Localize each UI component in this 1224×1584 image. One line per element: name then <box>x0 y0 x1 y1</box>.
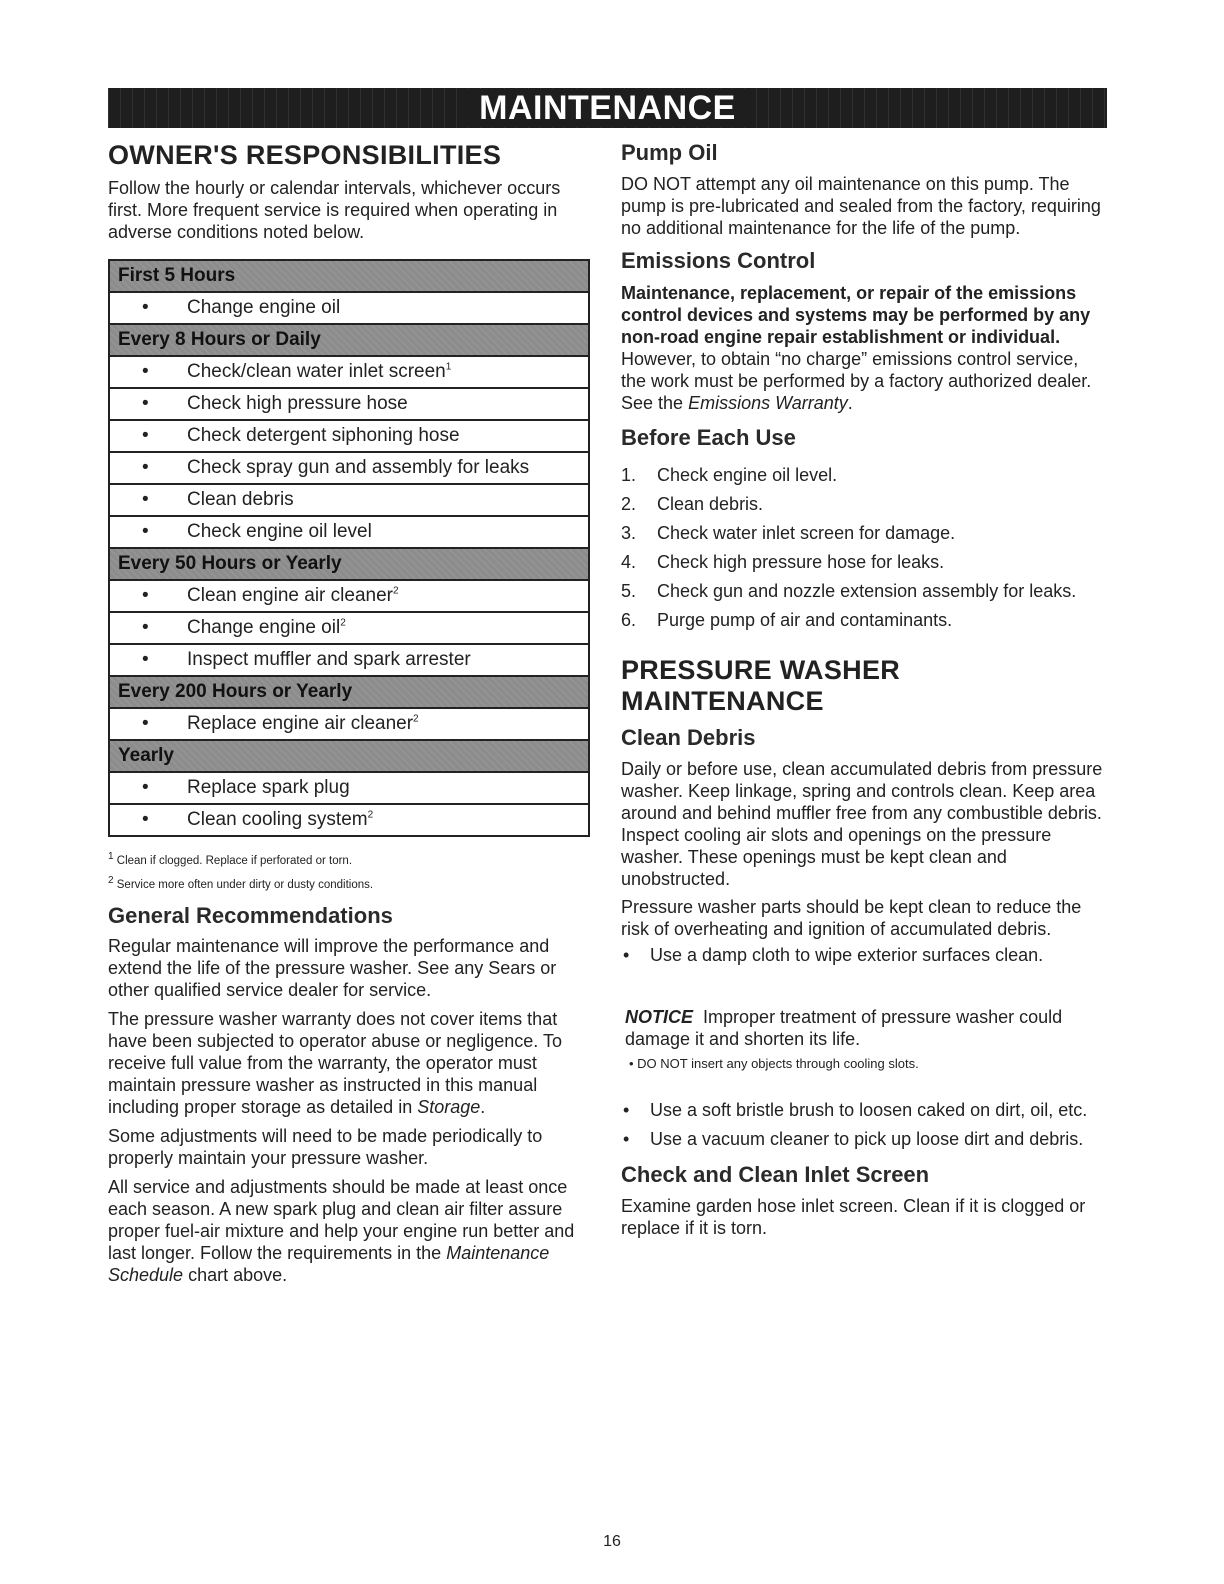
cleaning-bullets <box>621 1099 1107 1150</box>
schedule-row <box>109 388 589 420</box>
schedule-header-row <box>109 548 589 580</box>
schedule-header-row <box>109 740 589 772</box>
schedule-row <box>109 644 589 676</box>
clean-debris-p1: Daily or before use, clean accumulated debris from pressure washer. Keep linkage, spring and controls clean. Keep area around and behind muffler free from any combustible debris. Inspect cooling air slots and openings on the pressure washer. These openings must be kept clean and unobstructed. <box>621 759 1103 889</box>
notice-label: NOTICE <box>625 1007 694 1027</box>
schedule-row <box>109 356 589 388</box>
list-item: 6. Purge pump of air and contaminants. <box>621 610 953 630</box>
notice-bullet: • DO NOT insert any objects through cooling slots. <box>629 1056 919 1071</box>
owners-title: OWNER'S RESPONSIBILITIES <box>108 140 502 170</box>
owners-intro: Follow the hourly or calendar intervals, whichever occurs first. More frequent service is required when operating in adverse conditions noted below. <box>108 178 561 242</box>
schedule-row <box>109 484 589 516</box>
schedule-header: Every 200 Hours or Yearly <box>109 676 589 708</box>
list-item: • Use a damp cloth to wipe exterior surfaces clean. <box>621 944 1107 966</box>
right-column <box>621 140 1107 1239</box>
schedule-header: Every 8 Hours or Daily <box>109 324 589 356</box>
schedule-row <box>109 516 589 548</box>
schedule-item: • Inspect muffler and spark arrester <box>109 644 589 676</box>
table-footnotes <box>108 847 590 895</box>
general-p1: Regular maintenance will improve the performance and extend the life of the pressure washer. See any Sears or other qualified service dealer for service. <box>108 935 557 1000</box>
clean-debris-title: Clean Debris <box>621 725 756 750</box>
schedule-row <box>109 612 589 644</box>
schedule-header: Yearly <box>109 740 589 772</box>
footnote-1: $^1$ Clean if clogged. Replace if perforated or torn. <box>108 851 353 867</box>
schedule-header: Every 50 Hours or Yearly <box>109 548 589 580</box>
emissions-title: Emissions Control <box>621 248 816 273</box>
general-p2: The pressure washer warranty does not cover items that have been subjected to operator abuse or negligence. To receive full value from the warranty, the operator must maintain pressure washer as instructed in this manual including proper storage as detailed in Storage. <box>108 1008 562 1117</box>
list-item: 1. Check engine oil level. <box>621 465 838 485</box>
before-use-steps <box>621 461 1107 635</box>
schedule-item: • Clean cooling system$^2$ <box>109 804 589 836</box>
schedule-item: • Clean debris <box>109 484 589 516</box>
notice-text: NOTICE Improper treatment of pressure washer could damage it and shorten its life. <box>625 1007 1063 1049</box>
general-recommendations-title: General Recommendations <box>108 902 393 928</box>
schedule-row <box>109 292 589 324</box>
maintenance-banner <box>108 88 1107 128</box>
schedule-header-row <box>109 324 589 356</box>
clean-debris-bullets <box>621 944 1107 966</box>
schedule-row <box>109 708 589 740</box>
schedule-item: • Check detergent siphoning hose <box>109 420 589 452</box>
schedule-header-row <box>109 676 589 708</box>
schedule-item: • Replace engine air cleaner$^2$ <box>109 708 589 740</box>
schedule-row <box>109 580 589 612</box>
notice-box <box>621 1006 1107 1071</box>
list-item: 2. Clean debris. <box>621 494 764 514</box>
maintenance-schedule-table <box>108 259 590 837</box>
pressure-washer-maintenance-title: PRESSURE WASHER MAINTENANCE <box>621 655 901 716</box>
inlet-screen-title: Check and Clean Inlet Screen <box>621 1162 930 1187</box>
banner-title: MAINTENANCE <box>467 89 748 127</box>
inlet-screen-text: Examine garden hose inlet screen. Clean if it is clogged or replace if it is torn. <box>621 1196 1086 1238</box>
list-item: 4. Check high pressure hose for leaks. <box>621 552 945 572</box>
schedule-row <box>109 772 589 804</box>
list-item: 5. Check gun and nozzle extension assembly for leaks. <box>621 581 1077 601</box>
clean-debris-p2: Pressure washer parts should be kept clean to reduce the risk of overheating and ignition of accumulated debris. <box>621 897 1082 939</box>
general-p4: All service and adjustments should be made at least once each season. A new spark plug and clean air filter assure proper fuel-air mixture and help your engine run better and last longer. Follow the requirements in the Maintenance Schedule chart above. <box>108 1176 575 1285</box>
schedule-item: • Check engine oil level <box>109 516 589 548</box>
schedule-item: • Check high pressure hose <box>109 388 589 420</box>
schedule-row <box>109 420 589 452</box>
page-number: 16 <box>603 1533 621 1550</box>
schedule-header-row <box>109 260 589 292</box>
pump-oil-title: Pump Oil <box>621 140 718 165</box>
schedule-item: • Check spray gun and assembly for leaks <box>109 452 589 484</box>
list-item: • Use a soft bristle brush to loosen caked on dirt, oil, etc. <box>621 1099 1107 1121</box>
schedule-item: • Replace spark plug <box>109 772 589 804</box>
list-item: • Use a vacuum cleaner to pick up loose dirt and debris. <box>621 1128 1107 1150</box>
list-item: 3. Check water inlet screen for damage. <box>621 523 956 543</box>
schedule-item: • Check/clean water inlet screen$^1$ <box>109 356 589 388</box>
footnote-2: $^2$ Service more often under dirty or dusty conditions. <box>108 874 374 891</box>
before-each-use-title: Before Each Use <box>621 425 796 450</box>
schedule-row <box>109 804 589 836</box>
left-column <box>108 140 590 1286</box>
schedule-item: • Change engine oil <box>109 292 589 324</box>
schedule-row <box>109 452 589 484</box>
general-p3: Some adjustments will need to be made periodically to properly maintain your pressure washer. <box>108 1125 543 1168</box>
pump-oil-text: DO NOT attempt any oil maintenance on this pump. The pump is pre-lubricated and sealed from the factory, requiring no additional maintenance for the life of the pump. <box>621 174 1101 238</box>
schedule-header: First 5 Hours <box>109 260 589 292</box>
schedule-item: • Change engine oil$^2$ <box>109 612 589 644</box>
schedule-item: • Clean engine air cleaner$^2$ <box>109 580 589 612</box>
emissions-text: Maintenance, replacement, or repair of the emissions control devices and systems may be performed by any non-road engine repair establishment or individual. However, to obtain “no charge” emissions control service, the work must be performed by a factory authorized dealer. See the Emissions Warranty. <box>621 283 1092 413</box>
